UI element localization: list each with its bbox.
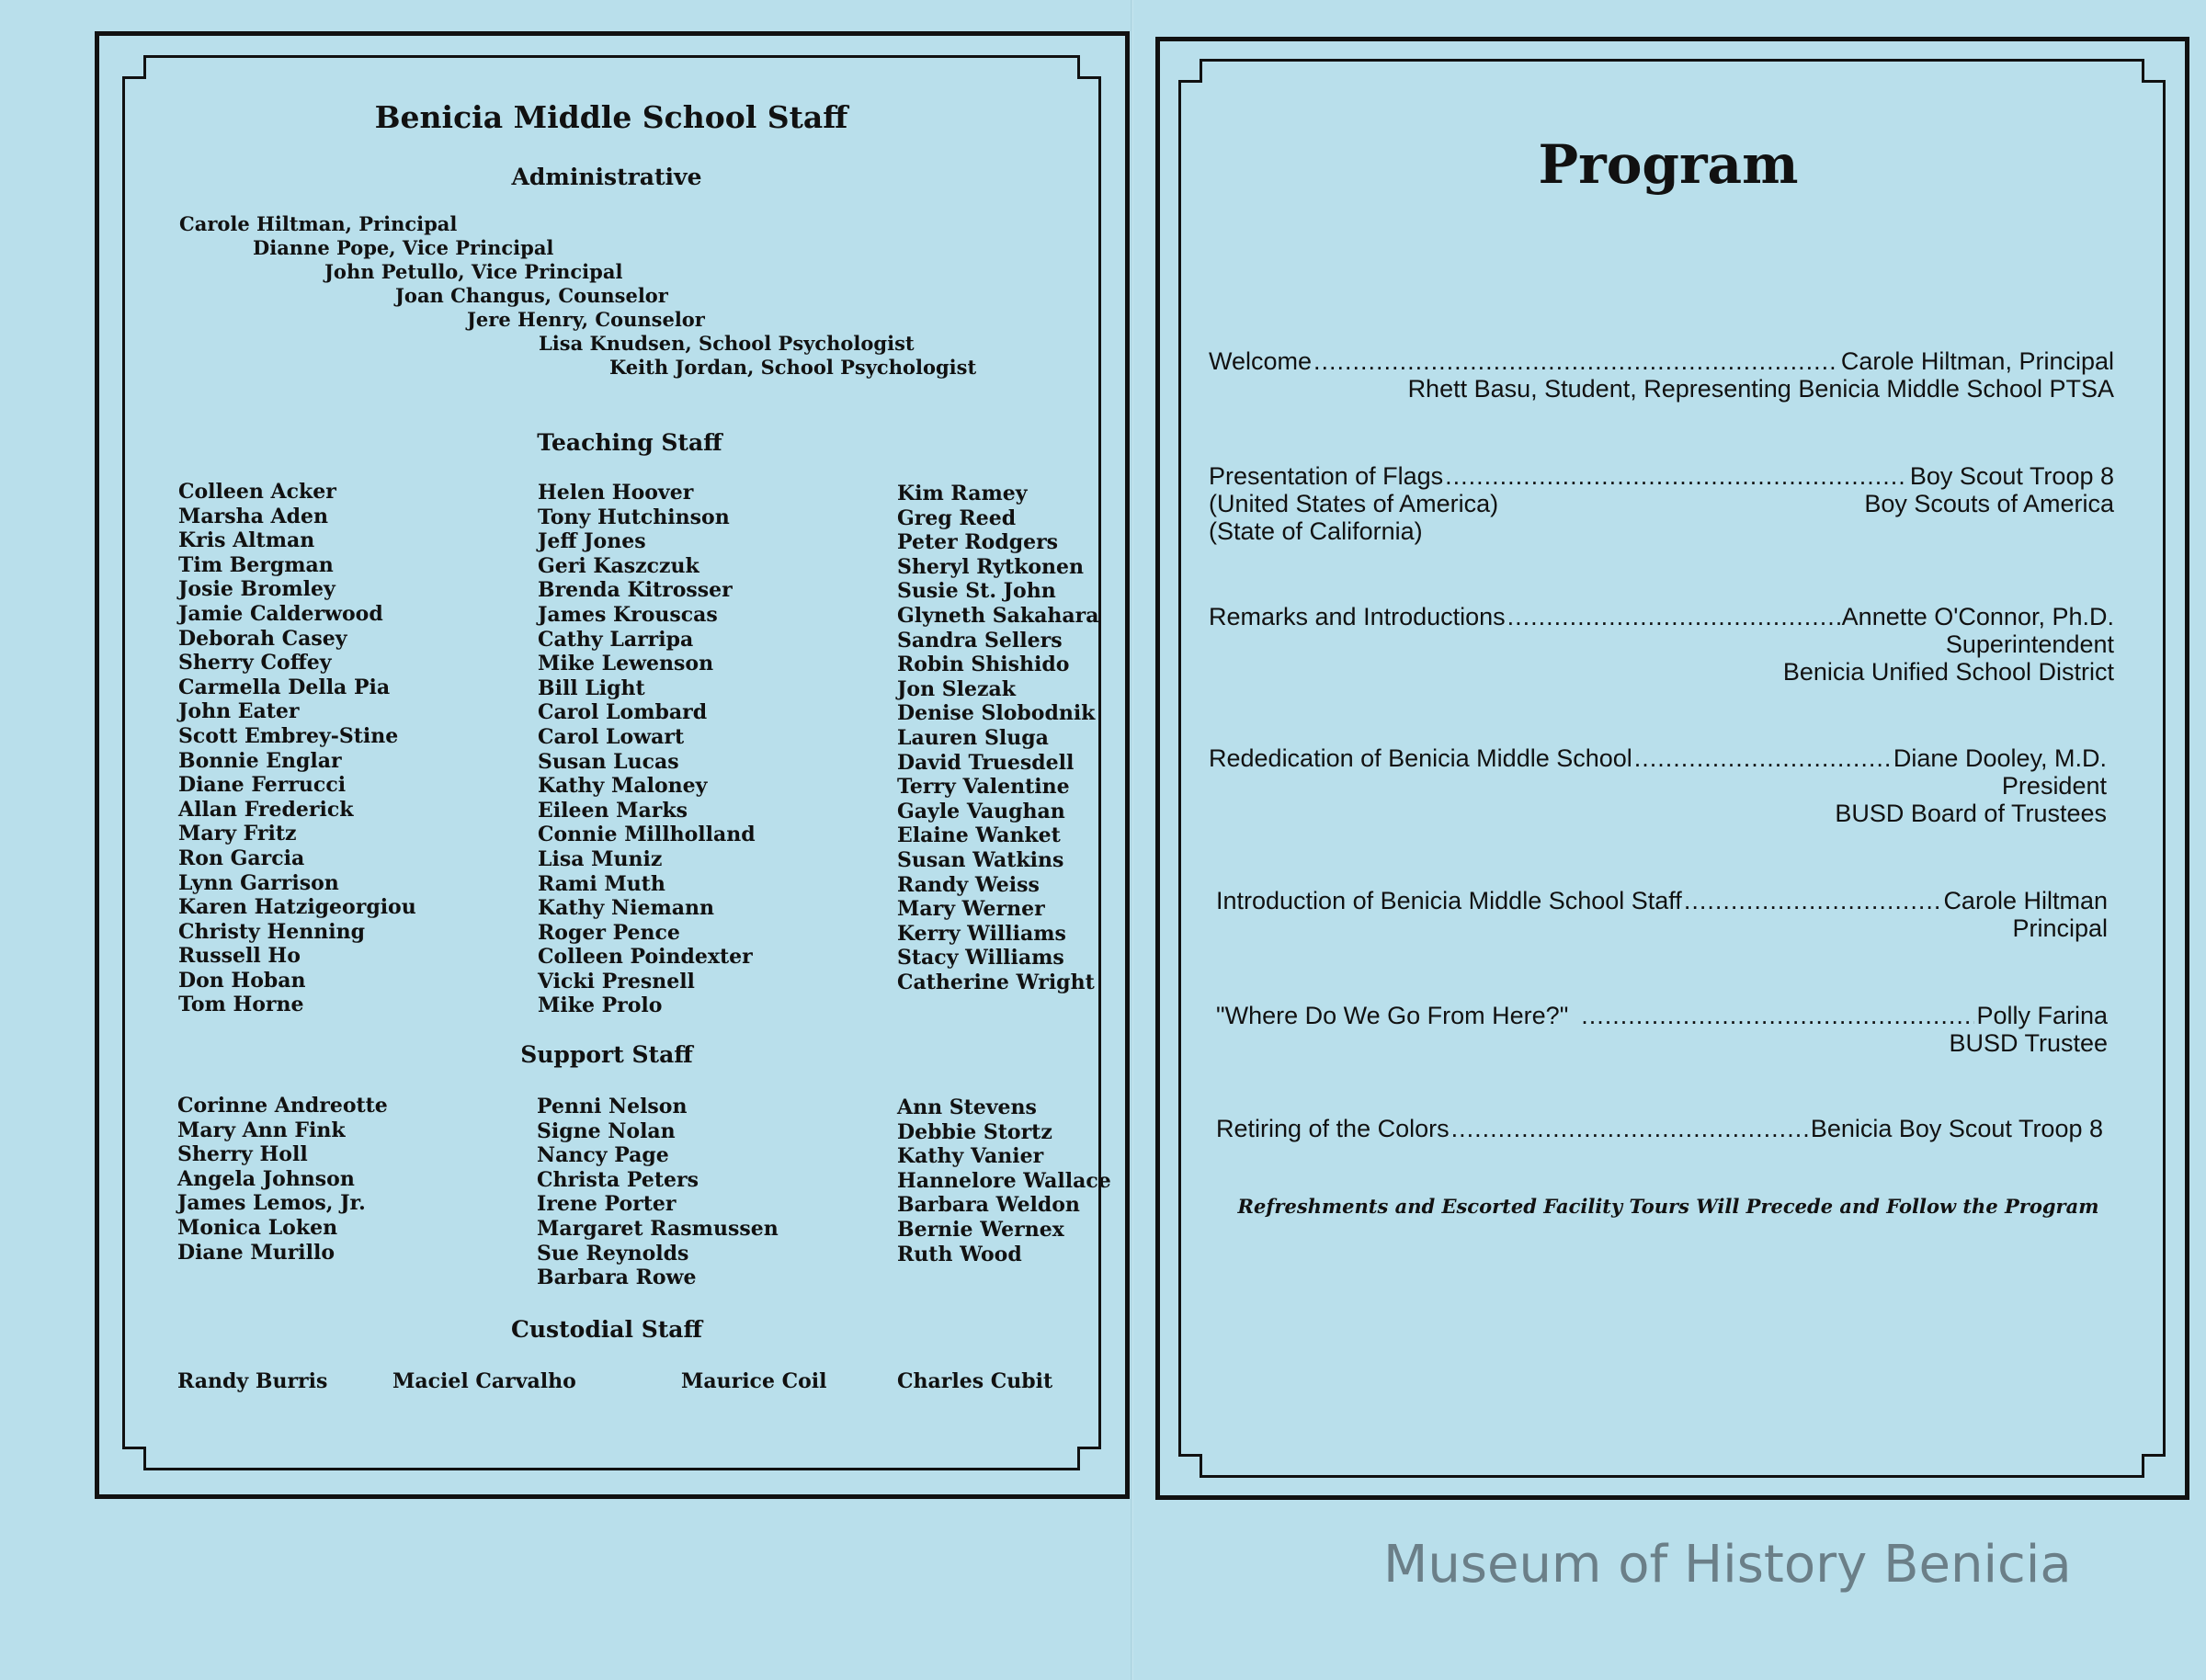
support-col-1	[177, 1094, 388, 1265]
program-item-detail: BUSD Trustee	[1949, 1029, 2108, 1057]
program-item-detail: Superintendent	[1945, 630, 2114, 658]
staff-name: Tony Hutchinson	[538, 505, 730, 529]
staff-name: Helen Hoover	[538, 481, 694, 505]
custodial-name: Charles Cubit	[897, 1369, 1053, 1393]
staff-name: Bernie Wernex	[897, 1217, 1064, 1242]
program-item-presenter: Carole Hiltman, Principal	[1840, 347, 2114, 375]
staff-name: Jeff Jones	[538, 529, 646, 554]
staff-name: Christa Peters	[537, 1167, 699, 1192]
program-item-presenter: Carole Hiltman	[1943, 887, 2108, 914]
custodial-name: Maurice Coil	[681, 1369, 827, 1393]
staff-name: Terry Valentine	[897, 775, 1070, 800]
staff-name: John Eater	[178, 699, 300, 724]
program-item-presenter: Benicia Boy Scout Troop 8	[1810, 1115, 2103, 1142]
staff-name: Carol Lowart	[538, 724, 685, 749]
leader-dots	[1507, 603, 1840, 630]
program-item-staff-intro	[1216, 887, 2108, 942]
staff-name: Sandra Sellers	[897, 628, 1063, 653]
staff-name: Susan Lucas	[538, 749, 679, 774]
staff-name: Brenda Kitrosser	[538, 578, 733, 603]
staff-name: Lauren Sluga	[897, 725, 1049, 750]
staff-name: Randy Weiss	[897, 872, 1040, 897]
staff-name: Lynn Garrison	[178, 870, 339, 895]
staff-name: Sherry Coffey	[178, 651, 332, 675]
program-item-presenter: Boy Scout Troop 8	[1909, 462, 2114, 490]
staff-name: James Krouscas	[538, 602, 718, 627]
admin-line: Dianne Pope, Vice Principal	[253, 236, 554, 259]
staff-name: Ruth Wood	[897, 1242, 1022, 1266]
staff-name: Angela Johnson	[177, 1166, 355, 1191]
staff-name: Mary Ann Fink	[177, 1118, 346, 1142]
admin-line: Carole Hiltman, Principal	[179, 212, 458, 235]
staff-name: Josie Bromley	[178, 577, 335, 602]
staff-name: Diane Murillo	[177, 1240, 335, 1265]
program-item-colors	[1216, 1115, 2103, 1142]
program-item-label: Retiring of the Colors	[1216, 1115, 1450, 1142]
support-heading: Support Staff	[520, 1041, 693, 1068]
staff-name: Kerry Williams	[897, 921, 1066, 946]
staff-name: Scott Embrey-Stine	[178, 723, 399, 748]
administrative-heading: Administrative	[511, 164, 702, 190]
staff-name: James Lemos, Jr.	[177, 1191, 366, 1216]
staff-name: Catherine Wright	[897, 970, 1095, 994]
staff-name: Russell Ho	[178, 944, 301, 969]
staff-name: Ann Stevens	[897, 1095, 1037, 1119]
staff-name: Carol Lombard	[538, 700, 708, 725]
teaching-heading: Teaching Staff	[537, 429, 722, 456]
staff-name: Sherry Holl	[177, 1142, 308, 1167]
staff-name: Colleen Poindexter	[538, 945, 753, 970]
program-item-detail: Boy Scouts of America	[1864, 490, 2114, 517]
program-item-label: Remarks and Introductions	[1209, 603, 1506, 630]
staff-name: Debbie Stortz	[897, 1119, 1052, 1144]
staff-name: Susie St. John	[897, 579, 1056, 604]
program-note: Refreshments and Escorted Facility Tours Will Precede and Follow the Program	[1237, 1195, 2099, 1218]
staff-name: Kathy Vanier	[897, 1144, 1044, 1169]
program-item-rededication	[1209, 744, 2107, 827]
program-item-label: "Where Do We Go From Here?"	[1216, 1002, 1569, 1029]
staff-name: Barbara Rowe	[537, 1266, 697, 1290]
staff-name: Hannelore Wallace	[897, 1168, 1111, 1193]
staff-name: Tim Bergman	[178, 552, 334, 577]
program-item-detail: Rhett Basu, Student, Representing Benicia Middle School PTSA	[1407, 375, 2114, 403]
program-item-label: Welcome	[1209, 347, 1313, 375]
staff-name: Vicki Presnell	[538, 969, 695, 993]
staff-name: Kathy Maloney	[538, 774, 708, 799]
program-item-presenter: Diane Dooley, M.D.	[1893, 744, 2107, 772]
staff-name: Geri Kaszczuk	[538, 553, 699, 578]
program-item-detail: (United States of America)	[1209, 490, 1499, 517]
staff-name: Kris Altman	[178, 528, 315, 553]
staff-name: Signe Nolan	[537, 1118, 676, 1143]
program-item-label: Introduction of Benicia Middle School Staff	[1216, 887, 1682, 914]
teaching-col-2	[538, 481, 756, 1018]
program-item-presenter: Polly Farina	[1976, 1002, 2108, 1029]
staff-name: Mary Werner	[897, 897, 1045, 922]
admin-line: Lisa Knudsen, School Psychologist	[539, 332, 915, 355]
staff-name: Eileen Marks	[538, 798, 688, 823]
staff-name: Marsha Aden	[178, 504, 328, 528]
staff-name: Mary Fritz	[178, 822, 297, 846]
custodial-name: Randy Burris	[177, 1369, 328, 1393]
staff-name: Connie Millholland	[538, 823, 756, 847]
staff-name: Deborah Casey	[178, 626, 347, 651]
teaching-col-3	[897, 482, 1098, 994]
leader-dots	[1313, 347, 1839, 375]
staff-name: Cathy Larripa	[538, 627, 694, 652]
leader-dots	[1684, 887, 1942, 914]
program-item-label: Presentation of Flags	[1209, 462, 1444, 490]
staff-name: Sheryl Rytkonen	[897, 554, 1085, 579]
staff-name: Allan Frederick	[178, 797, 354, 822]
staff-name: Colleen Acker	[178, 480, 336, 504]
staff-name: Jon Slezak	[897, 676, 1016, 701]
page-fold	[1131, 0, 1133, 1680]
staff-name: Don Hoban	[178, 968, 306, 993]
admin-line: John Petullo, Vice Principal	[324, 260, 623, 283]
staff-name: David Truesdell	[897, 750, 1075, 775]
staff-name: Greg Reed	[897, 505, 1017, 530]
staff-name: Corinne Andreotte	[177, 1094, 388, 1118]
program-item-where	[1216, 1002, 2108, 1057]
leader-dots	[1451, 1115, 1809, 1142]
program-item-detail: President	[2001, 772, 2107, 800]
program-item-label: Rededication of Benicia Middle School	[1209, 744, 1632, 772]
staff-name: Kathy Niemann	[538, 896, 714, 921]
museum-watermark: Museum of History Benicia	[1383, 1535, 2072, 1595]
staff-name: Mike Prolo	[538, 993, 663, 1018]
program-item-welcome	[1209, 347, 2114, 403]
staff-name: Irene Porter	[537, 1192, 677, 1217]
staff-name: Christy Henning	[178, 919, 365, 944]
staff-name: Robin Shishido	[897, 653, 1070, 677]
staff-name: Stacy Williams	[897, 946, 1064, 971]
leader-dots	[1634, 744, 1892, 772]
staff-name: Rami Muth	[538, 871, 665, 896]
program-item-detail: Principal	[2012, 914, 2108, 942]
support-col-3	[897, 1095, 1111, 1266]
staff-name: Mike Lewenson	[538, 652, 714, 676]
staff-title: Benicia Middle School Staff	[374, 99, 848, 135]
staff-name: Bill Light	[538, 675, 645, 700]
staff-name: Kim Ramey	[897, 482, 1028, 505]
staff-name: Penni Nelson	[537, 1095, 688, 1118]
admin-line: Joan Changus, Counselor	[395, 284, 668, 307]
custodial-heading: Custodial Staff	[510, 1316, 703, 1343]
program-item-presenter: Annette O'Connor, Ph.D.	[1841, 603, 2114, 630]
program-item-detail: Benicia Unified School District	[1782, 658, 2114, 686]
teaching-col-1	[178, 480, 416, 1017]
staff-name: Ron Garcia	[178, 846, 305, 870]
staff-name: Bonnie Englar	[178, 748, 342, 773]
admin-line: Keith Jordan, School Psychologist	[609, 356, 977, 379]
program-item-remarks	[1209, 603, 2114, 686]
leader-dots	[1581, 1002, 1974, 1029]
staff-name: Gayle Vaughan	[897, 799, 1065, 823]
staff-name: Karen Hatzigeorgiou	[178, 895, 416, 920]
staff-name: Nancy Page	[537, 1143, 669, 1168]
program-item-detail: (State of California)	[1209, 517, 1423, 545]
program-title: Program	[1538, 133, 1799, 196]
staff-name: Lisa Muniz	[538, 846, 663, 871]
staff-name: Jamie Calderwood	[178, 601, 383, 626]
staff-name: Monica Loken	[177, 1215, 338, 1240]
admin-line: Jere Henry, Counselor	[467, 308, 705, 331]
custodial-name: Maciel Carvalho	[392, 1369, 576, 1393]
staff-name: Denise Slobodnik	[897, 701, 1096, 726]
staff-name: Roger Pence	[538, 920, 680, 945]
staff-name: Peter Rodgers	[897, 530, 1059, 555]
staff-name: Carmella Della Pia	[178, 675, 391, 699]
staff-name: Glyneth Sakahara	[897, 603, 1099, 628]
staff-name: Sue Reynolds	[537, 1241, 689, 1266]
leader-dots	[1445, 462, 1908, 490]
staff-name: Diane Ferrucci	[178, 773, 347, 798]
staff-name: Margaret Rasmussen	[537, 1216, 779, 1241]
staff-name: Susan Watkins	[897, 847, 1064, 872]
program-item-flags	[1209, 462, 2114, 545]
staff-name: Elaine Wanket	[897, 823, 1061, 848]
support-col-2	[537, 1095, 779, 1290]
staff-name: Tom Horne	[178, 993, 304, 1017]
staff-name: Barbara Weldon	[897, 1193, 1080, 1218]
program-item-detail: BUSD Board of Trustees	[1835, 800, 2107, 827]
